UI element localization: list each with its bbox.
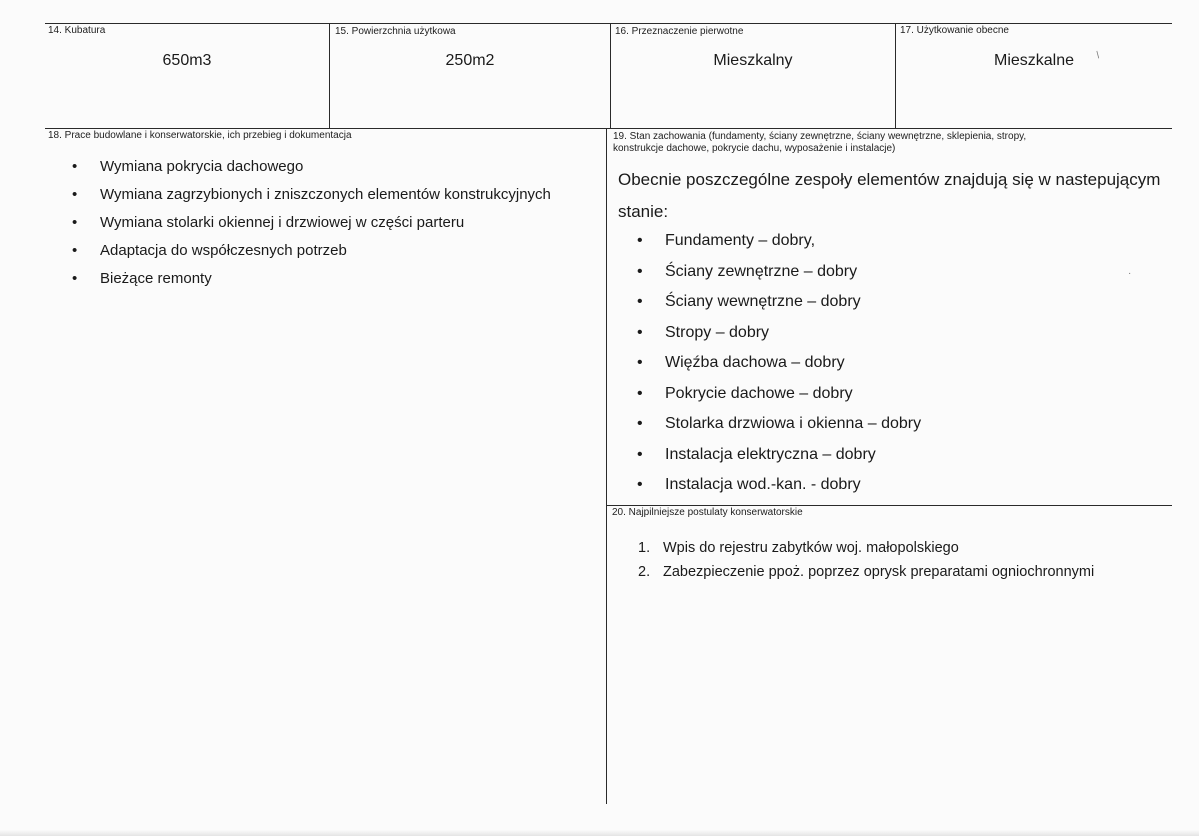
divider-14-15 [329,23,330,128]
list-item-text: Wymiana stolarki okiennej i drzwiowej w części parteru [100,214,465,231]
list-item-text: Pokrycie dachowe – dobry [665,384,853,402]
list-item-text: Wymiana zagrzybionych i zniszczonych elementów konstrukcyjnych [100,186,551,203]
field-16-label: 16. Przeznaczenie pierwotne [615,26,744,37]
list-item [72,240,551,268]
scan-mark: / [1094,50,1103,61]
list-item [637,260,921,291]
section-19-20-divider [606,505,1172,506]
section-19-label-line-2: konstrukcje dachowe, pokrycie dachu, wyposażenie i instalacje) [613,143,896,154]
list-item [72,212,551,240]
section-20-label: 20. Najpilniejsze postulaty konserwatorskie [612,507,803,518]
list-item-text: Ściany wewnętrzne – dobry [665,293,861,310]
list-item-text: Wymiana pokrycia dachowego [100,158,304,175]
list-item-text: Fundamenty – dobry, [665,232,816,249]
list-item-text: Adaptacja do współczesnych potrzeb [100,242,347,259]
divider-16-17 [895,23,896,128]
section-19-intro-line-2: stanie: [618,202,669,221]
list-item [637,382,921,413]
list-item-text: Ściany zewnętrzne – dobry [665,262,858,280]
main-divider [606,128,607,804]
list-item-text: Więźba dachowa – dobry [665,354,845,371]
list-item-text: Wpis do rejestru zabytków woj. małopolskiego [663,540,959,556]
list-item-text: Instalacja wod.-kan. - dobry [665,476,861,493]
field-15-label: 15. Powierzchnia użytkowa [335,26,456,37]
list-item-text: Stolarka drzwiowa i okienna – dobry [665,415,922,432]
scan-mark: · [1128,268,1132,279]
list-item [637,473,921,504]
field-14-value: 650m3 [162,52,212,69]
field-16-value: Mieszkalny [713,52,793,69]
top-border [45,23,1172,24]
list-item [72,156,551,184]
list-item [637,229,921,260]
section-19-list [637,229,921,504]
list-item [637,443,921,474]
section-20-list [638,538,1094,586]
list-item [637,351,921,382]
section-19-label-line-1: 19. Stan zachowania (fundamenty, ściany zewnętrzne, ściany wewnętrzne, sklepienia, stropy, [613,131,1027,142]
list-item-number: 2. [638,564,651,580]
row-divider [45,128,1172,129]
list-item [638,538,1094,562]
list-item [637,321,921,352]
list-item-number: 1. [638,540,651,556]
field-14-label: 14. Kubatura [48,25,106,36]
list-item-text: Instalacja elektryczna – dobry [665,445,876,463]
list-item [637,412,921,443]
section-19-intro-line-1: Obecnie poszczególne zespoły elementów znajdują się w nastepującym [618,170,1161,189]
section-18-list [72,156,551,296]
list-item [637,290,921,321]
list-item-text: Bieżące remonty [100,270,212,287]
list-item [72,268,551,296]
list-item-text: Stropy – dobry [665,323,770,341]
list-item-text: Zabezpieczenie ppoż. poprzez oprysk preparatami ogniochronnymi [663,564,1095,580]
list-item [72,184,551,212]
divider-15-16 [610,23,611,128]
section-18-label: 18. Prace budowlane i konserwatorskie, ich przebieg i dokumentacja [48,130,352,141]
scan-edge-shadow [0,830,1199,836]
field-17-value: Mieszkalne [993,52,1075,69]
list-item [638,562,1094,586]
field-17-label: 17. Użytkowanie obecne [900,25,1009,36]
section-19-intro [618,164,1170,228]
field-15-value: 250m2 [445,52,495,69]
